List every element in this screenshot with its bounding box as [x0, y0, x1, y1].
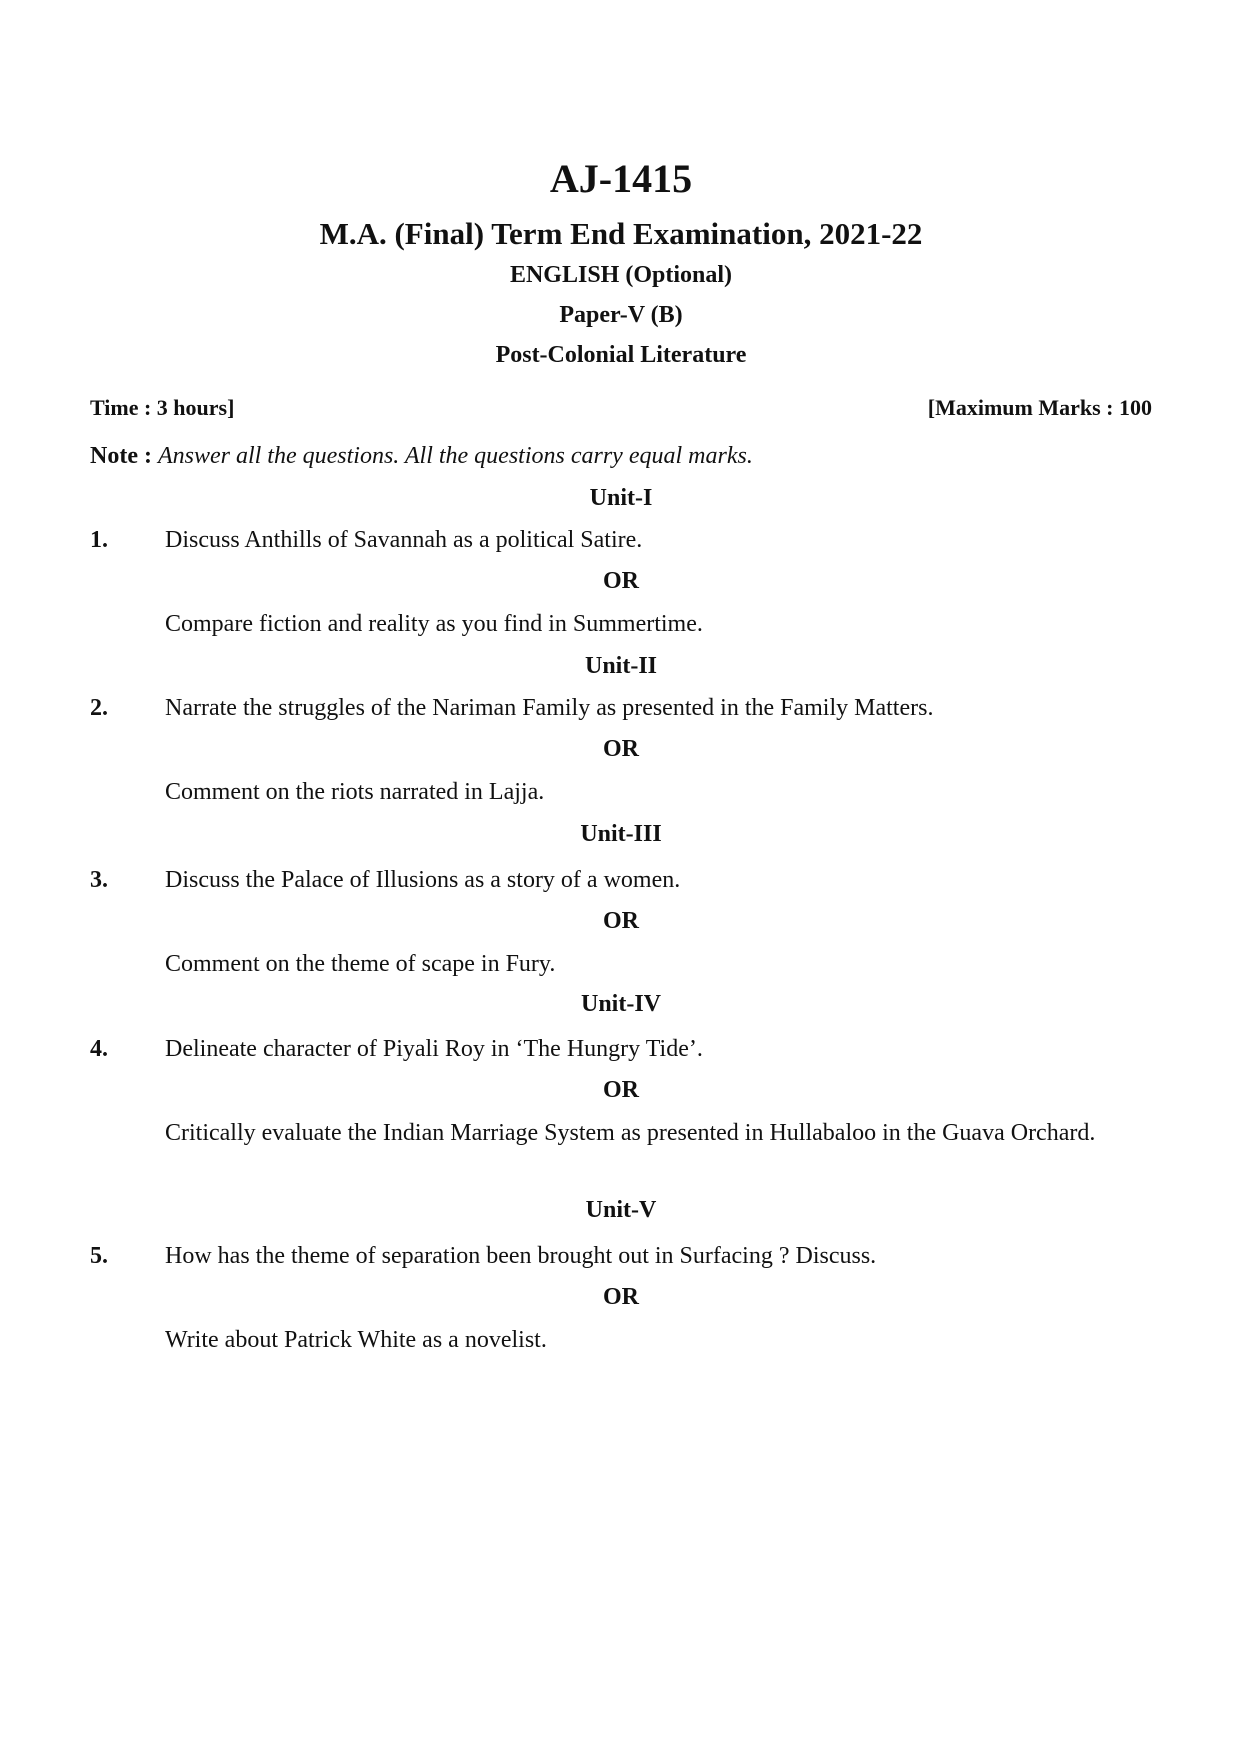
unit-heading: Unit-III: [580, 821, 662, 847]
maximum-marks: [Maximum Marks : 100: [927, 395, 1152, 420]
unit-heading: Unit-IV: [580, 991, 661, 1017]
unit-heading: Unit-V: [585, 1197, 657, 1223]
question-text: Discuss Anthills of Savannah as a political Satire.: [165, 527, 643, 553]
exam-title: M.A. (Final) Term End Examination, 2021-22: [319, 216, 923, 251]
or-separator: OR: [603, 1077, 639, 1103]
alternative-question-text: Compare fiction and reality as you find in Summertime.: [165, 611, 703, 637]
question-text: Discuss the Palace of Illusions as a story of a women.: [165, 867, 681, 893]
note-label: Note :: [90, 443, 152, 469]
question-text: Narrate the struggles of the Nariman Family as presented in the Family Matters.: [165, 695, 934, 721]
paper-title: Post-Colonial Literature: [495, 342, 747, 368]
note-text: Answer all the questions. All the questions carry equal marks.: [157, 443, 753, 469]
question-number: 3.: [90, 867, 108, 893]
or-separator: OR: [603, 1284, 639, 1310]
question-number: 1.: [90, 527, 108, 553]
question-text: Delineate character of Piyali Roy in ‘The Hungry Tide’.: [165, 1036, 703, 1062]
question-number: 2.: [90, 695, 108, 721]
question-text: How has the theme of separation been brought out in Surfacing ? Discuss.: [165, 1243, 877, 1269]
unit-heading: Unit-II: [584, 653, 657, 679]
question-number: 4.: [90, 1036, 108, 1062]
paper-code: AJ-1415: [549, 156, 693, 201]
alternative-question-text: Comment on the riots narrated in Lajja.: [165, 779, 545, 805]
or-separator: OR: [603, 568, 639, 594]
time-allowed: Time : 3 hours]: [90, 395, 235, 420]
paper-number: Paper-V (B): [559, 302, 683, 328]
alternative-question-text: Write about Patrick White as a novelist.: [165, 1327, 547, 1353]
or-separator: OR: [603, 908, 639, 934]
subject: ENGLISH (Optional): [509, 262, 733, 288]
or-separator: OR: [603, 736, 639, 762]
unit-heading: Unit-I: [589, 485, 653, 511]
alternative-question-text: Critically evaluate the Indian Marriage System as presented in Hullabaloo in the Guava Orchard.: [165, 1120, 1096, 1146]
question-number: 5.: [90, 1243, 108, 1269]
alternative-question-text: Comment on the theme of scape in Fury.: [165, 951, 556, 977]
instructions-note: [90, 443, 753, 470]
